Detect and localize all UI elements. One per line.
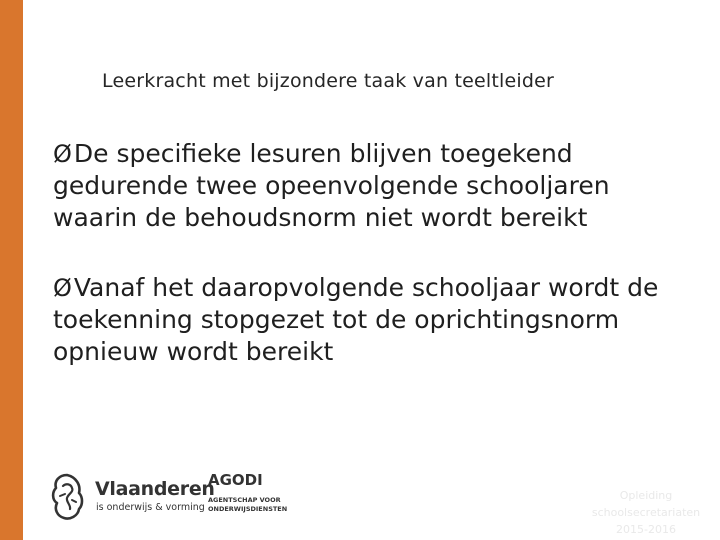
arrow-bullet-icon: Ø [53, 140, 72, 168]
footer-logos [48, 466, 308, 526]
bullet-item [53, 272, 703, 368]
footer-note: Opleiding schoolsecretariaten 2015-2016 [591, 489, 701, 536]
bullet-item [53, 138, 703, 234]
accent-side-bar [0, 0, 23, 540]
vlaanderen-tagline: is onderwijs & vorming [96, 502, 205, 513]
bullet-line: ØDe specifieke lesuren blijven toegekend [53, 139, 573, 168]
slide-title: Leerkracht met bijzondere taak van teeltleider [102, 70, 555, 92]
bullet-line: ØVanaf het daaropvolgende schooljaar wordt de [53, 273, 659, 302]
bullet-line: toekenning stopgezet tot de oprichtingsnorm [53, 305, 620, 334]
bullet-line: opnieuw wordt bereikt [53, 337, 334, 366]
bullet-list [53, 138, 703, 406]
vlaanderen-logo-text: Vlaanderen [95, 478, 215, 500]
bullet-line: waarin de behoudsnorm niet wordt bereikt [53, 203, 588, 232]
arrow-bullet-icon: Ø [53, 274, 72, 302]
flemish-lion-logo-icon [48, 472, 86, 522]
bullet-line: gedurende twee opeenvolgende schooljaren [53, 171, 610, 200]
agodi-subtitle: AGENTSCHAP VOOR ONDERWIJSDIENSTEN [208, 496, 288, 513]
agodi-logo-text: AGODI [208, 471, 263, 489]
